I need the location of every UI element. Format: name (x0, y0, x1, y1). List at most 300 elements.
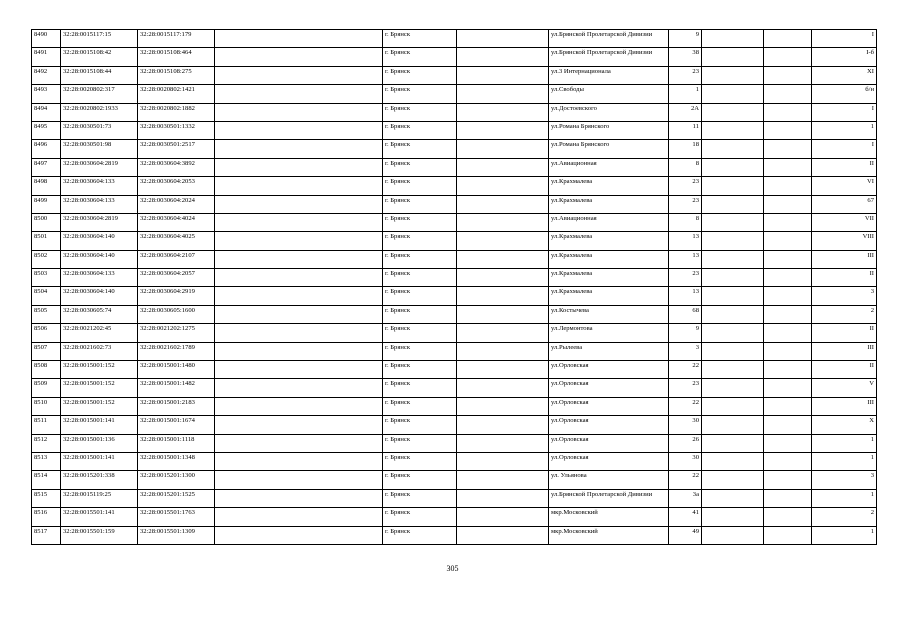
empty-cell (702, 416, 764, 434)
cadastral-number-cell: 32:28:0015201:1300 (138, 471, 215, 489)
premises-number-cell: I (812, 140, 877, 158)
street-cell: ул.Брянской Пролетарской Дивизии (549, 48, 669, 66)
empty-cell (764, 379, 812, 397)
empty-cell (702, 30, 764, 48)
cadastral-quarter-cell: 32:28:0030604:2819 (61, 213, 138, 231)
cadastral-number-cell: 32:28:0030605:1600 (138, 305, 215, 323)
premises-number-cell: II (812, 324, 877, 342)
premises-number-cell: 3 (812, 471, 877, 489)
empty-cell (457, 213, 549, 231)
empty-cell (764, 140, 812, 158)
cadastral-quarter-cell: 32:28:0015501:141 (61, 508, 138, 526)
row-number-cell: 8511 (32, 416, 61, 434)
cadastral-number-cell: 32:28:0030604:3892 (138, 158, 215, 176)
empty-cell (702, 379, 764, 397)
empty-cell (457, 324, 549, 342)
premises-number-cell: 1 (812, 434, 877, 452)
table-row (32, 361, 877, 379)
empty-cell (702, 195, 764, 213)
table-row (32, 85, 877, 103)
street-cell: ул.Крахмалева (549, 269, 669, 287)
cadastral-quarter-cell: 32:28:0030604:140 (61, 250, 138, 268)
row-number-cell: 8491 (32, 48, 61, 66)
city-cell: г. Брянск (383, 361, 457, 379)
empty-cell (215, 250, 383, 268)
empty-cell (457, 342, 549, 360)
cadastral-number-cell: 32:28:0030604:2057 (138, 269, 215, 287)
city-cell: г. Брянск (383, 287, 457, 305)
empty-cell (457, 30, 549, 48)
empty-cell (457, 416, 549, 434)
table-row (32, 508, 877, 526)
house-number-cell: 30 (669, 416, 702, 434)
cadastral-quarter-cell: 32:28:0030604:133 (61, 195, 138, 213)
row-number-cell: 8517 (32, 526, 61, 544)
premises-number-cell: III (812, 397, 877, 415)
empty-cell (215, 471, 383, 489)
city-cell: г. Брянск (383, 434, 457, 452)
house-number-cell: 13 (669, 250, 702, 268)
table-row (32, 287, 877, 305)
city-cell: г. Брянск (383, 140, 457, 158)
cadastral-number-cell: 32:28:0015001:2183 (138, 397, 215, 415)
house-number-cell: 2А (669, 103, 702, 121)
cadastral-quarter-cell: 32:28:0021602:73 (61, 342, 138, 360)
street-cell: ул.Романа Брянского (549, 121, 669, 139)
premises-number-cell: 1 (812, 526, 877, 544)
cadastral-quarter-cell: 32:28:0020802:1933 (61, 103, 138, 121)
empty-cell (215, 121, 383, 139)
empty-cell (764, 269, 812, 287)
city-cell: г. Брянск (383, 85, 457, 103)
cadastral-quarter-cell: 32:28:0015119:25 (61, 489, 138, 507)
city-cell: г. Брянск (383, 158, 457, 176)
empty-cell (764, 324, 812, 342)
city-cell: г. Брянск (383, 397, 457, 415)
table-row (32, 324, 877, 342)
city-cell: г. Брянск (383, 526, 457, 544)
empty-cell (215, 287, 383, 305)
house-number-cell: 13 (669, 232, 702, 250)
street-cell: ул.Брянской Пролетарской Дивизии (549, 489, 669, 507)
empty-cell (764, 121, 812, 139)
house-number-cell: 3а (669, 489, 702, 507)
row-number-cell: 8516 (32, 508, 61, 526)
table-row (32, 250, 877, 268)
empty-cell (215, 397, 383, 415)
cadastral-number-cell: 32:28:0030501:2517 (138, 140, 215, 158)
empty-cell (215, 305, 383, 323)
cadastral-number-cell: 32:28:0015201:1525 (138, 489, 215, 507)
city-cell: г. Брянск (383, 269, 457, 287)
premises-number-cell: II (812, 361, 877, 379)
cadastral-number-cell: 32:28:0020802:1882 (138, 103, 215, 121)
premises-number-cell: I-б (812, 48, 877, 66)
empty-cell (702, 177, 764, 195)
row-number-cell: 8504 (32, 287, 61, 305)
table-row (32, 232, 877, 250)
empty-cell (702, 489, 764, 507)
cadastral-number-cell: 32:28:0015501:1763 (138, 508, 215, 526)
table-row (32, 526, 877, 544)
empty-cell (702, 48, 764, 66)
empty-cell (702, 287, 764, 305)
row-number-cell: 8507 (32, 342, 61, 360)
empty-cell (215, 269, 383, 287)
row-number-cell: 8494 (32, 103, 61, 121)
table-row (32, 213, 877, 231)
street-cell: ул.Костычева (549, 305, 669, 323)
cadastral-quarter-cell: 32:28:0015001:152 (61, 379, 138, 397)
city-cell: г. Брянск (383, 471, 457, 489)
street-cell: ул.Лермонтова (549, 324, 669, 342)
empty-cell (215, 213, 383, 231)
city-cell: г. Брянск (383, 250, 457, 268)
cadastral-number-cell: 32:28:0030604:4024 (138, 213, 215, 231)
empty-cell (764, 232, 812, 250)
city-cell: г. Брянск (383, 416, 457, 434)
cadastral-quarter-cell: 32:28:0030604:140 (61, 232, 138, 250)
street-cell: ул.Крахмалева (549, 177, 669, 195)
house-number-cell: 49 (669, 526, 702, 544)
city-cell: г. Брянск (383, 305, 457, 323)
cadastral-number-cell: 32:28:0030604:4025 (138, 232, 215, 250)
cadastral-number-cell: 32:28:0015001:1674 (138, 416, 215, 434)
city-cell: г. Брянск (383, 48, 457, 66)
premises-number-cell: 1 (812, 121, 877, 139)
empty-cell (764, 434, 812, 452)
empty-cell (215, 195, 383, 213)
empty-cell (457, 471, 549, 489)
street-cell: ул.Романа Брянского (549, 140, 669, 158)
city-cell: г. Брянск (383, 213, 457, 231)
house-number-cell: 3 (669, 342, 702, 360)
empty-cell (457, 250, 549, 268)
street-cell: ул.Орловская (549, 434, 669, 452)
empty-cell (702, 508, 764, 526)
row-number-cell: 8508 (32, 361, 61, 379)
premises-number-cell: II (812, 158, 877, 176)
premises-number-cell: 2 (812, 305, 877, 323)
empty-cell (215, 508, 383, 526)
empty-cell (702, 213, 764, 231)
street-cell: ул.Свободы (549, 85, 669, 103)
empty-cell (215, 85, 383, 103)
house-number-cell: 22 (669, 471, 702, 489)
premises-number-cell: I (812, 30, 877, 48)
cadastral-number-cell: 32:28:0015001:1482 (138, 379, 215, 397)
empty-cell (457, 397, 549, 415)
house-number-cell: 8 (669, 158, 702, 176)
street-cell: ул.Крахмалева (549, 287, 669, 305)
empty-cell (457, 452, 549, 470)
empty-cell (215, 232, 383, 250)
table-row (32, 66, 877, 84)
empty-cell (457, 158, 549, 176)
empty-cell (764, 195, 812, 213)
empty-cell (702, 66, 764, 84)
table-row (32, 30, 877, 48)
street-cell: ул.Рылеева (549, 342, 669, 360)
table-row (32, 471, 877, 489)
empty-cell (702, 471, 764, 489)
row-number-cell: 8496 (32, 140, 61, 158)
row-number-cell: 8497 (32, 158, 61, 176)
empty-cell (764, 287, 812, 305)
premises-number-cell: 1 (812, 452, 877, 470)
city-cell: г. Брянск (383, 66, 457, 84)
empty-cell (764, 416, 812, 434)
empty-cell (215, 489, 383, 507)
cadastral-number-cell: 32:28:0020802:1421 (138, 85, 215, 103)
empty-cell (215, 361, 383, 379)
empty-cell (702, 121, 764, 139)
empty-cell (764, 471, 812, 489)
table-row (32, 140, 877, 158)
table-row (32, 342, 877, 360)
house-number-cell: 30 (669, 452, 702, 470)
empty-cell (457, 48, 549, 66)
cadastral-number-cell: 32:28:0030604:2053 (138, 177, 215, 195)
empty-cell (764, 66, 812, 84)
premises-number-cell: 2 (812, 508, 877, 526)
empty-cell (702, 452, 764, 470)
empty-cell (764, 489, 812, 507)
house-number-cell: 68 (669, 305, 702, 323)
cadastral-quarter-cell: 32:28:0030604:2819 (61, 158, 138, 176)
table-row (32, 103, 877, 121)
premises-number-cell: III (812, 342, 877, 360)
empty-cell (215, 452, 383, 470)
cadastral-quarter-cell: 32:28:0015108:44 (61, 66, 138, 84)
cadastral-quarter-cell: 32:28:0020802:317 (61, 85, 138, 103)
table-row (32, 397, 877, 415)
row-number-cell: 8492 (32, 66, 61, 84)
cadastral-number-cell: 32:28:0021602:1789 (138, 342, 215, 360)
row-number-cell: 8512 (32, 434, 61, 452)
city-cell: г. Брянск (383, 324, 457, 342)
empty-cell (457, 195, 549, 213)
city-cell: г. Брянск (383, 232, 457, 250)
cadastral-number-cell: 32:28:0030501:1332 (138, 121, 215, 139)
cadastral-quarter-cell: 32:28:0030501:73 (61, 121, 138, 139)
cadastral-number-cell: 32:28:0021202:1275 (138, 324, 215, 342)
empty-cell (215, 342, 383, 360)
empty-cell (702, 342, 764, 360)
house-number-cell: 1 (669, 85, 702, 103)
city-cell: г. Брянск (383, 342, 457, 360)
house-number-cell: 11 (669, 121, 702, 139)
empty-cell (702, 103, 764, 121)
empty-cell (457, 489, 549, 507)
table-row (32, 121, 877, 139)
cadastral-quarter-cell: 32:28:0015001:152 (61, 397, 138, 415)
empty-cell (764, 103, 812, 121)
empty-cell (764, 397, 812, 415)
empty-cell (702, 526, 764, 544)
street-cell: ул.Авиационная (549, 158, 669, 176)
street-cell: ул.Крахмалева (549, 195, 669, 213)
empty-cell (764, 305, 812, 323)
house-number-cell: 41 (669, 508, 702, 526)
city-cell: г. Брянск (383, 103, 457, 121)
empty-cell (457, 121, 549, 139)
row-number-cell: 8509 (32, 379, 61, 397)
empty-cell (764, 177, 812, 195)
empty-cell (764, 508, 812, 526)
house-number-cell: 9 (669, 324, 702, 342)
empty-cell (702, 361, 764, 379)
premises-number-cell: XI (812, 66, 877, 84)
table-row (32, 195, 877, 213)
cadastral-number-cell: 32:28:0015001:1480 (138, 361, 215, 379)
empty-cell (702, 85, 764, 103)
premises-number-cell: VI (812, 177, 877, 195)
cadastral-quarter-cell: 32:28:0030501:98 (61, 140, 138, 158)
house-number-cell: 23 (669, 66, 702, 84)
registry-table-body (32, 30, 877, 545)
row-number-cell: 8500 (32, 213, 61, 231)
street-cell: ул.Орловская (549, 416, 669, 434)
premises-number-cell: III (812, 250, 877, 268)
cadastral-number-cell: 32:28:0015501:1309 (138, 526, 215, 544)
premises-number-cell: VII (812, 213, 877, 231)
empty-cell (457, 287, 549, 305)
empty-cell (764, 452, 812, 470)
house-number-cell: 18 (669, 140, 702, 158)
empty-cell (457, 361, 549, 379)
empty-cell (457, 526, 549, 544)
row-number-cell: 8503 (32, 269, 61, 287)
row-number-cell: 8505 (32, 305, 61, 323)
city-cell: г. Брянск (383, 30, 457, 48)
street-cell: ул.Орловская (549, 397, 669, 415)
street-cell: ул.Брянской Пролетарской Дивизии (549, 30, 669, 48)
street-cell: ул.Крахмалева (549, 232, 669, 250)
city-cell: г. Брянск (383, 489, 457, 507)
premises-number-cell: 3 (812, 287, 877, 305)
empty-cell (764, 158, 812, 176)
empty-cell (764, 361, 812, 379)
empty-cell (457, 379, 549, 397)
table-row (32, 269, 877, 287)
street-cell: ул.3 Интернационала (549, 66, 669, 84)
row-number-cell: 8499 (32, 195, 61, 213)
street-cell: мкр.Московский (549, 526, 669, 544)
street-cell: ул.Орловская (549, 361, 669, 379)
cadastral-number-cell: 32:28:0030604:2919 (138, 287, 215, 305)
row-number-cell: 8493 (32, 85, 61, 103)
empty-cell (215, 103, 383, 121)
empty-cell (702, 232, 764, 250)
table-row (32, 177, 877, 195)
cadastral-quarter-cell: 32:28:0015501:159 (61, 526, 138, 544)
empty-cell (215, 140, 383, 158)
cadastral-number-cell: 32:28:0015001:1348 (138, 452, 215, 470)
row-number-cell: 8514 (32, 471, 61, 489)
street-cell: ул.Крахмалева (549, 250, 669, 268)
cadastral-quarter-cell: 32:28:0015001:141 (61, 416, 138, 434)
empty-cell (702, 397, 764, 415)
table-row (32, 489, 877, 507)
empty-cell (215, 324, 383, 342)
house-number-cell: 22 (669, 397, 702, 415)
city-cell: г. Брянск (383, 452, 457, 470)
table-row (32, 434, 877, 452)
empty-cell (764, 526, 812, 544)
street-cell: мкр.Московский (549, 508, 669, 526)
row-number-cell: 8490 (32, 30, 61, 48)
cadastral-number-cell: 32:28:0015117:179 (138, 30, 215, 48)
street-cell: ул.Орловская (549, 379, 669, 397)
row-number-cell: 8510 (32, 397, 61, 415)
house-number-cell: 8 (669, 213, 702, 231)
cadastral-number-cell: 32:28:0015108:275 (138, 66, 215, 84)
empty-cell (702, 250, 764, 268)
empty-cell (702, 434, 764, 452)
house-number-cell: 38 (669, 48, 702, 66)
empty-cell (215, 379, 383, 397)
premises-number-cell: V (812, 379, 877, 397)
premises-number-cell: VIII (812, 232, 877, 250)
street-cell: ул. Ульянова (549, 471, 669, 489)
city-cell: г. Брянск (383, 379, 457, 397)
page-number: 305 (446, 564, 459, 573)
empty-cell (764, 250, 812, 268)
row-number-cell: 8513 (32, 452, 61, 470)
cadastral-number-cell: 32:28:0015001:1118 (138, 434, 215, 452)
empty-cell (702, 324, 764, 342)
empty-cell (215, 66, 383, 84)
empty-cell (702, 140, 764, 158)
empty-cell (457, 232, 549, 250)
cadastral-quarter-cell: 32:28:0030604:140 (61, 287, 138, 305)
empty-cell (457, 85, 549, 103)
row-number-cell: 8495 (32, 121, 61, 139)
street-cell: ул.Орловская (549, 452, 669, 470)
empty-cell (457, 434, 549, 452)
cadastral-quarter-cell: 32:28:0015001:152 (61, 361, 138, 379)
empty-cell (457, 66, 549, 84)
empty-cell (457, 140, 549, 158)
empty-cell (457, 508, 549, 526)
row-number-cell: 8502 (32, 250, 61, 268)
row-number-cell: 8501 (32, 232, 61, 250)
cadastral-quarter-cell: 32:28:0015117:15 (61, 30, 138, 48)
house-number-cell: 13 (669, 287, 702, 305)
premises-number-cell: II (812, 269, 877, 287)
premises-number-cell: б/н (812, 85, 877, 103)
city-cell: г. Брянск (383, 195, 457, 213)
street-cell: ул.Авиационная (549, 213, 669, 231)
empty-cell (764, 342, 812, 360)
empty-cell (215, 526, 383, 544)
table-row (32, 158, 877, 176)
premises-number-cell: X (812, 416, 877, 434)
cadastral-quarter-cell: 32:28:0030605:74 (61, 305, 138, 323)
empty-cell (215, 48, 383, 66)
house-number-cell: 23 (669, 269, 702, 287)
street-cell: ул.Достоевского (549, 103, 669, 121)
empty-cell (702, 269, 764, 287)
empty-cell (457, 269, 549, 287)
house-number-cell: 22 (669, 361, 702, 379)
empty-cell (764, 213, 812, 231)
city-cell: г. Брянск (383, 121, 457, 139)
empty-cell (215, 177, 383, 195)
empty-cell (764, 48, 812, 66)
cadastral-quarter-cell: 32:28:0030604:133 (61, 177, 138, 195)
